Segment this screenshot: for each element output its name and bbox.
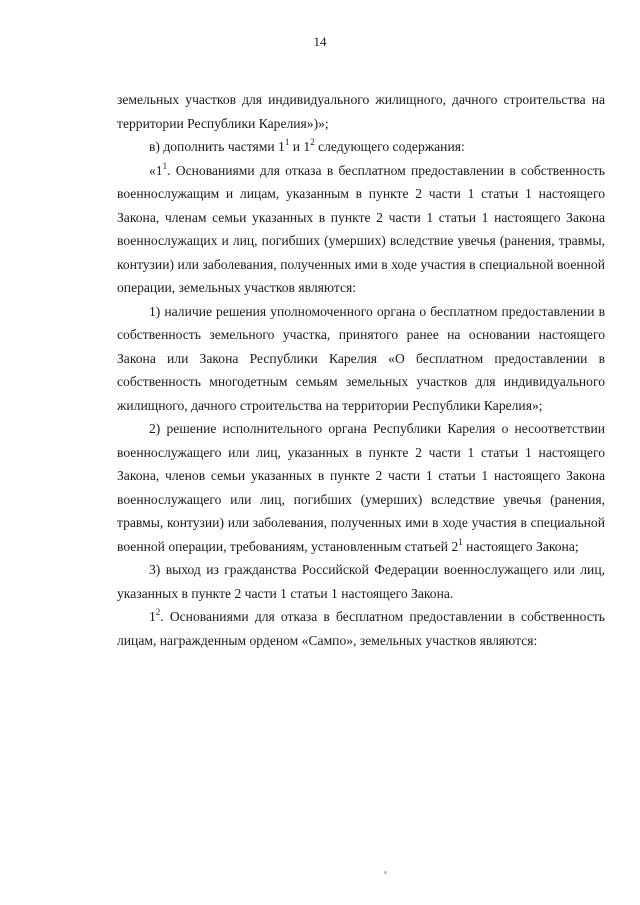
paragraph-ground-3 <box>117 558 605 605</box>
text-run: земельных участков для индивидуального жилищного, дачного строительства на территории Республики Карелия»)»; <box>117 92 605 131</box>
text-run: настоящего Закона; <box>462 538 579 554</box>
text-run: 1 <box>149 609 156 624</box>
superscript: 1 <box>458 536 463 547</box>
page-number: 14 <box>313 34 327 49</box>
document-body <box>117 88 605 652</box>
paragraph-part-1-1 <box>117 159 605 300</box>
text-run: . Основаниями для отказа в бесплатном предоставлении в собственность военнослужащим и лицам, указанным в пункте 2 части 1 статьи 1 настоящего Закона, членам семьи указанных в пункте 2 части 1 статьи 1 настоящего Закона военнослужащих и лиц, погибших (умерших) вследствие увечья (ранения, травмы, контузии) или заболевания, полученных ими в ходе участия в специальной военной операции, земельных участков являются: <box>117 162 605 295</box>
paragraph-item-v <box>117 135 605 159</box>
text-run: «1 <box>149 162 163 178</box>
superscript: 1 <box>162 160 168 171</box>
superscript: 2 <box>310 137 315 147</box>
superscript: 1 <box>284 137 290 147</box>
text-run: 1) наличие решения уполномоченного органа о бесплатном предоставлении в собственность земельного участка, принятого ранее на основании настоящего Закона или Закона Республики Карелия «О бесплатном предоставлении в собственность многодетным семьям земельных участков для индивидуального жилищного, дачного строительства на территории Республики Карелия»; <box>117 303 605 413</box>
text-run: 3) выход из гражданства Российской Федерации военнослужащего или лиц, указанных в пункте 2 части 1 статьи 1 настоящего Закона. <box>117 562 605 601</box>
paragraph-ground-2 <box>117 417 605 558</box>
paragraph-intro-continuation <box>117 88 605 135</box>
paragraph-ground-1 <box>117 300 605 418</box>
text-run: следующего содержания: <box>314 139 465 154</box>
text-run: в) дополнить частями 1 <box>149 139 285 154</box>
text-run: . Основаниями для отказа в бесплатном предоставлении в собственность лицам, награжденным орденом «Сампо», земельных участков являются: <box>117 609 605 648</box>
scan-speck <box>384 871 387 874</box>
text-run: и 1 <box>289 139 311 154</box>
superscript: 2 <box>155 607 161 617</box>
paragraph-part-1-2 <box>117 605 605 652</box>
text-run: 2) решение исполнительного органа Республики Карелия о несоответствии военнослужащего или лиц, указанных в пункте 2 части 1 статьи 1 настоящего Закона, членов семьи указанных в пункте 2 части 1 статьи 1 настоящего Закона военнослужащего или лиц, погибших (умерших) вследствие увечья (ранения, травмы, контузии) или заболевания, полученных ими в ходе участия в специальной военной операции, требованиям, установленным статьей 2 <box>117 421 605 554</box>
